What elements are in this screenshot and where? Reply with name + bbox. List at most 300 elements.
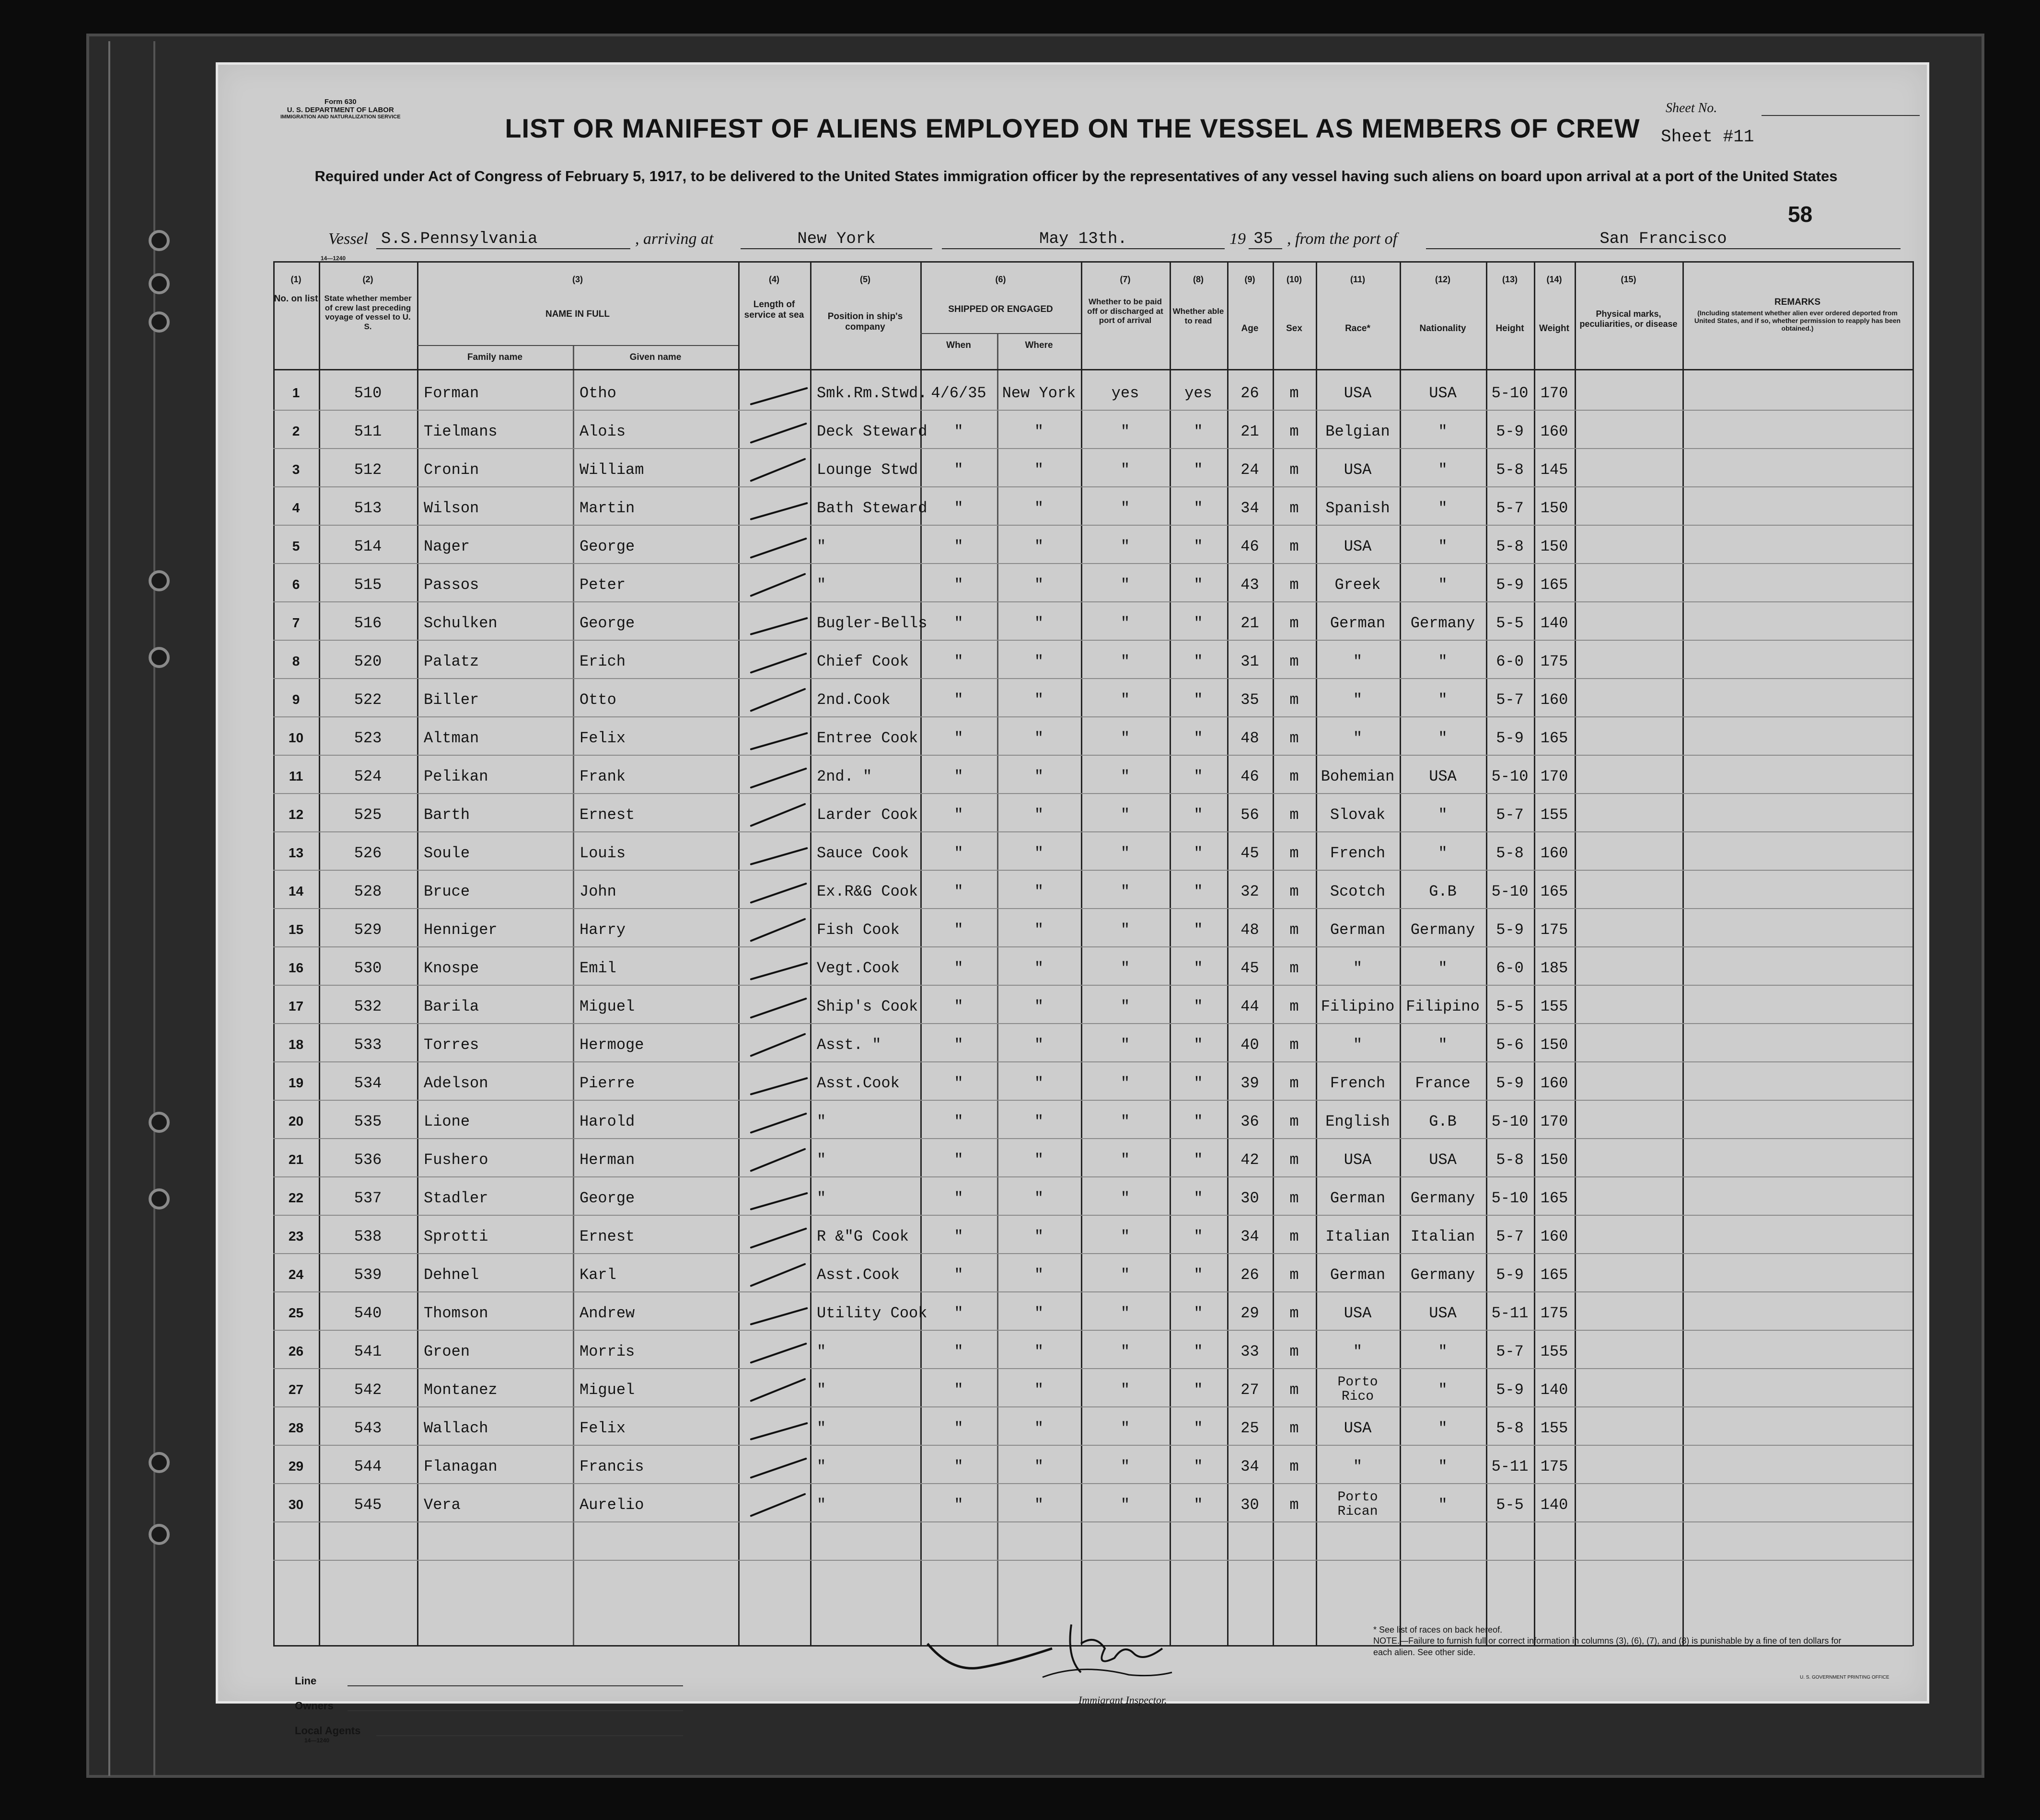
family-name-cell: Pelikan: [424, 767, 488, 785]
paid-off-cell: ": [1120, 882, 1130, 900]
shipped-when-cell: ": [954, 691, 963, 709]
check-mark: [750, 803, 806, 827]
paid-off-cell: ": [1120, 652, 1130, 670]
row-number-cell: 2: [292, 424, 300, 438]
family-name-cell: Fushero: [424, 1151, 488, 1169]
given-name-cell: Martin: [580, 499, 635, 517]
race-cell: USA: [1344, 384, 1372, 402]
shipped-where-cell: ": [1034, 422, 1044, 440]
shipped-when-cell: 4/6/35: [931, 384, 986, 402]
arriving-label: , arriving at: [635, 230, 714, 248]
nationality-cell: ": [1438, 959, 1448, 977]
paid-off-cell: ": [1120, 806, 1130, 824]
position-cell: Larder Cook: [817, 806, 918, 824]
prev-voyage-cell: 524: [354, 767, 382, 785]
col-header-remarks: REMARKS: [1774, 297, 1821, 307]
race-cell: USA: [1344, 1419, 1372, 1437]
race-cell: English: [1325, 1112, 1390, 1130]
check-mark: [750, 422, 807, 443]
family-name-cell: Lione: [424, 1112, 470, 1130]
given-name-cell: Miguel: [580, 997, 635, 1015]
weight-cell: 170: [1540, 384, 1568, 402]
family-name-cell: Passos: [424, 576, 479, 594]
race-cell: Slovak: [1330, 806, 1386, 824]
check-mark: [750, 767, 807, 788]
race-cell: Italian: [1325, 1227, 1390, 1245]
nationality-cell: ": [1438, 1419, 1448, 1437]
given-name-cell: Pierre: [580, 1074, 635, 1092]
shipped-where-cell: ": [1034, 1112, 1044, 1130]
position-cell: ": [817, 1342, 826, 1360]
shipped-when-cell: ": [954, 959, 963, 977]
nationality-cell: ": [1438, 1342, 1448, 1360]
race-cell: German: [1330, 1189, 1386, 1207]
agents-label: Local Agents: [295, 1725, 361, 1737]
shipped-when-cell: ": [954, 1419, 963, 1437]
check-mark: [750, 847, 808, 865]
paid-off-cell: ": [1120, 1496, 1130, 1514]
weight-cell: 160: [1540, 1227, 1568, 1245]
weight-cell: 155: [1540, 1419, 1568, 1437]
binder-hole: [149, 311, 170, 333]
nationality-cell: Filipino: [1406, 997, 1480, 1015]
table-row: [273, 412, 1912, 450]
family-name-cell: Cronin: [424, 461, 479, 479]
check-mark: [750, 1192, 808, 1210]
row-number-cell: 5: [292, 539, 300, 553]
age-cell: 21: [1240, 614, 1259, 632]
height-cell: 5-6: [1496, 1036, 1524, 1054]
able-to-read-cell: ": [1194, 1342, 1203, 1360]
given-name-cell: George: [580, 537, 635, 555]
row-number-cell: 6: [292, 577, 300, 592]
table-row: [273, 1217, 1912, 1256]
prev-voyage-cell: 532: [354, 997, 382, 1015]
race-cell: Belgian: [1325, 422, 1390, 440]
sex-cell: m: [1289, 691, 1299, 709]
race-cell: ": [1353, 1036, 1363, 1054]
shipped-when-cell: ": [954, 1189, 963, 1207]
col-header-race: Race*: [1345, 323, 1370, 334]
row-number-cell: 23: [288, 1229, 304, 1244]
weight-cell: 175: [1540, 652, 1568, 670]
age-cell: 43: [1240, 576, 1259, 594]
position-cell: Fish Cook: [817, 921, 900, 939]
age-cell: 39: [1240, 1074, 1259, 1092]
height-cell: 5-8: [1496, 844, 1524, 862]
race-cell: Greek: [1334, 576, 1381, 594]
binder-hole: [149, 570, 170, 591]
height-cell: 5-5: [1496, 1496, 1524, 1514]
row-number-cell: 15: [288, 922, 304, 937]
family-name-cell: Henniger: [424, 921, 498, 939]
prev-voyage-cell: 525: [354, 806, 382, 824]
position-cell: ": [817, 1457, 826, 1475]
binder-hole: [149, 1188, 170, 1209]
nationality-cell: ": [1438, 844, 1448, 862]
nationality-cell: ": [1438, 537, 1448, 555]
race-cell: Scotch: [1330, 882, 1386, 900]
row-number-cell: 13: [288, 845, 304, 860]
age-cell: 25: [1240, 1419, 1259, 1437]
shipped-where-cell: ": [1034, 1419, 1044, 1437]
grid-row-line: [273, 1560, 1912, 1561]
shipped-when-cell: ": [954, 614, 963, 632]
paid-off-cell: ": [1120, 1342, 1130, 1360]
nationality-cell: France: [1415, 1074, 1471, 1092]
age-cell: 21: [1240, 422, 1259, 440]
nationality-cell: USA: [1429, 1151, 1457, 1169]
voyage-line: [328, 230, 1910, 254]
check-mark: [750, 1227, 807, 1248]
prev-voyage-cell: 542: [354, 1381, 382, 1399]
family-name-cell: Groen: [424, 1342, 470, 1360]
from-label: , from the port of: [1287, 230, 1398, 248]
able-to-read-cell: ": [1194, 844, 1203, 862]
prev-voyage-cell: 510: [354, 384, 382, 402]
shipped-where-cell: ": [1034, 1074, 1044, 1092]
check-mark: [750, 918, 806, 942]
shipped-when-cell: ": [954, 844, 963, 862]
able-to-read-cell: ": [1194, 1381, 1203, 1399]
sex-cell: m: [1289, 614, 1299, 632]
sex-cell: m: [1289, 499, 1299, 517]
row-number-cell: 26: [288, 1344, 304, 1359]
row-number-cell: 9: [292, 692, 300, 707]
family-name-cell: Sprotti: [424, 1227, 488, 1245]
given-name-cell: Emil: [580, 959, 616, 977]
nationality-cell: Italian: [1410, 1227, 1475, 1245]
sex-cell: m: [1289, 576, 1299, 594]
weight-cell: 165: [1540, 729, 1568, 747]
check-mark: [750, 997, 807, 1018]
binder-hole: [149, 273, 170, 294]
prev-voyage-cell: 540: [354, 1304, 382, 1322]
row-number-cell: 28: [288, 1420, 304, 1435]
family-name-cell: Altman: [424, 729, 479, 747]
height-cell: 5-7: [1496, 1342, 1524, 1360]
row-number-cell: 18: [288, 1037, 304, 1052]
line-field: [348, 1685, 683, 1686]
row-number-cell: 20: [288, 1114, 304, 1129]
departure-port: San Francisco: [1426, 230, 1901, 249]
given-name-cell: Erich: [580, 652, 626, 670]
nationality-cell: Germany: [1410, 1189, 1475, 1207]
weight-cell: 150: [1540, 499, 1568, 517]
position-cell: Sauce Cook: [817, 844, 909, 862]
shipped-where-cell: ": [1034, 882, 1044, 900]
col-header-given: Given name: [629, 352, 682, 362]
age-cell: 32: [1240, 882, 1259, 900]
sex-cell: m: [1289, 1381, 1299, 1399]
weight-cell: 165: [1540, 1189, 1568, 1207]
col-num-10: (10): [1286, 275, 1302, 284]
given-name-cell: Felix: [580, 729, 626, 747]
nationality-cell: ": [1438, 729, 1448, 747]
nationality-cell: ": [1438, 652, 1448, 670]
given-name-cell: Felix: [580, 1419, 626, 1437]
position-cell: ": [817, 1381, 826, 1399]
paid-off-cell: ": [1120, 461, 1130, 479]
check-mark: [750, 1342, 807, 1363]
table-row: [273, 489, 1912, 527]
given-name-cell: Andrew: [580, 1304, 635, 1322]
sex-cell: m: [1289, 652, 1299, 670]
prev-voyage-cell: 529: [354, 921, 382, 939]
col-num-15: (15): [1621, 275, 1636, 284]
shipped-where-cell: ": [1034, 499, 1044, 517]
weight-cell: 150: [1540, 537, 1568, 555]
shipped-when-cell: ": [954, 1151, 963, 1169]
paid-off-cell: ": [1120, 1381, 1130, 1399]
nationality-cell: ": [1438, 806, 1448, 824]
weight-cell: 160: [1540, 422, 1568, 440]
given-name-cell: William: [580, 461, 644, 479]
age-cell: 35: [1240, 691, 1259, 709]
family-name-cell: Adelson: [424, 1074, 488, 1092]
col-num-1: (1): [290, 275, 301, 284]
page-number: 58: [1788, 202, 1813, 227]
col-num-7: (7): [1120, 275, 1131, 284]
table-row: [273, 527, 1912, 565]
prev-voyage-cell: 535: [354, 1112, 382, 1130]
table-row: [273, 680, 1912, 719]
race-cell: Bohemian: [1321, 767, 1395, 785]
age-cell: 46: [1240, 537, 1259, 555]
given-name-cell: Ernest: [580, 806, 635, 824]
vessel-name: S.S.Pennsylvania: [376, 230, 630, 249]
height-cell: 5-9: [1496, 1074, 1524, 1092]
prev-voyage-cell: 528: [354, 882, 382, 900]
shipped-where-cell: ": [1034, 614, 1044, 632]
check-mark: [750, 573, 806, 597]
sex-cell: m: [1289, 921, 1299, 939]
paid-off-cell: ": [1120, 1189, 1130, 1207]
table-row: [273, 795, 1912, 834]
given-name-cell: Francis: [580, 1457, 644, 1475]
header-code: 14—1240: [320, 255, 346, 262]
sex-cell: m: [1289, 1457, 1299, 1475]
col-num-8: (8): [1193, 275, 1204, 284]
form-number: Form 630: [324, 98, 357, 106]
age-cell: 36: [1240, 1112, 1259, 1130]
arrival-port: New York: [741, 230, 932, 249]
check-mark: [750, 502, 808, 520]
height-cell: 5-10: [1491, 1112, 1529, 1130]
able-to-read-cell: ": [1194, 959, 1203, 977]
height-cell: 5-8: [1496, 1151, 1524, 1169]
race-cell: Spanish: [1325, 499, 1390, 517]
position-cell: ": [817, 576, 826, 594]
age-cell: 26: [1240, 384, 1259, 402]
able-to-read-cell: ": [1194, 1457, 1203, 1475]
row-number-cell: 10: [288, 730, 304, 745]
shipped-where-cell: ": [1034, 1304, 1044, 1322]
page-subtitle: Required under Act of Congress of February 5, 1917, to be delivered to the United States immigration officer by the representatives of any vessel having such aliens on board upon arrival at a port of the United States: [314, 168, 1838, 184]
family-name-cell: Flanagan: [424, 1457, 498, 1475]
row-number-cell: 8: [292, 654, 300, 668]
shipped-when-cell: ": [954, 1381, 963, 1399]
height-cell: 5-9: [1496, 1381, 1524, 1399]
prev-voyage-cell: 515: [354, 576, 382, 594]
binder-hole: [149, 1524, 170, 1545]
family-name-cell: Knospe: [424, 959, 479, 977]
given-name-cell: Otto: [580, 691, 616, 709]
vessel-label: Vessel: [328, 230, 369, 248]
age-cell: 29: [1240, 1304, 1259, 1322]
year-suffix: 35: [1249, 230, 1282, 249]
row-number-cell: 14: [288, 884, 304, 898]
race-cell: USA: [1344, 537, 1372, 555]
row-number-cell: 1: [292, 385, 300, 400]
col-header-nationality: Nationality: [1419, 323, 1466, 334]
age-cell: 31: [1240, 652, 1259, 670]
shipped-where-cell: ": [1034, 537, 1044, 555]
paid-off-cell: ": [1120, 1304, 1130, 1322]
sex-cell: m: [1289, 767, 1299, 785]
paid-off-cell: ": [1120, 1036, 1130, 1054]
prev-voyage-cell: 545: [354, 1496, 382, 1514]
able-to-read-cell: ": [1194, 1189, 1203, 1207]
sex-cell: m: [1289, 729, 1299, 747]
height-cell: 5-7: [1496, 806, 1524, 824]
check-mark: [750, 882, 807, 903]
sex-cell: m: [1289, 1496, 1299, 1514]
manifest-table: [273, 255, 1912, 1646]
nationality-cell: ": [1438, 422, 1448, 440]
table-row: [273, 987, 1912, 1025]
position-cell: 2nd. ": [817, 767, 872, 785]
height-cell: 5-7: [1496, 499, 1524, 517]
weight-cell: 175: [1540, 1457, 1568, 1475]
shipped-when-cell: ": [954, 1266, 963, 1284]
given-name-cell: Louis: [580, 844, 626, 862]
col-header-position: Position in ship's company: [827, 311, 903, 332]
shipped-where-cell: ": [1034, 767, 1044, 785]
col-header-paid-off: Whether to be paid off or discharged at port of arrival: [1087, 297, 1163, 325]
col-header-sex: Sex: [1286, 323, 1302, 334]
row-number-cell: 25: [288, 1305, 304, 1320]
shipped-when-cell: ": [954, 537, 963, 555]
col-header-service: Length of service at sea: [744, 299, 804, 320]
shipped-when-cell: ": [954, 729, 963, 747]
family-name-cell: Bruce: [424, 882, 470, 900]
table-row: [273, 604, 1912, 642]
check-mark: [750, 1112, 807, 1133]
able-to-read-cell: ": [1194, 537, 1203, 555]
weight-cell: 140: [1540, 1496, 1568, 1514]
sex-cell: m: [1289, 959, 1299, 977]
family-name-cell: Biller: [424, 691, 479, 709]
race-cell: Filipino: [1321, 997, 1395, 1015]
shipped-where-cell: ": [1034, 1266, 1044, 1284]
paid-off-cell: ": [1120, 1074, 1130, 1092]
weight-cell: 140: [1540, 614, 1568, 632]
row-number-cell: 21: [288, 1152, 304, 1167]
family-name-cell: Vera: [424, 1496, 461, 1514]
race-cell: ": [1353, 652, 1363, 670]
check-mark: [750, 617, 808, 635]
height-cell: 5-5: [1496, 997, 1524, 1015]
weight-cell: 160: [1540, 844, 1568, 862]
shipped-when-cell: ": [954, 461, 963, 479]
position-cell: ": [817, 1151, 826, 1169]
age-cell: 33: [1240, 1342, 1259, 1360]
sex-cell: m: [1289, 1227, 1299, 1245]
able-to-read-cell: ": [1194, 691, 1203, 709]
weight-cell: 155: [1540, 1342, 1568, 1360]
prev-voyage-cell: 544: [354, 1457, 382, 1475]
able-to-read-cell: ": [1194, 614, 1203, 632]
agents-code: 14—1240: [304, 1737, 330, 1744]
age-cell: 34: [1240, 1227, 1259, 1245]
col-header-name: NAME IN FULL: [545, 309, 610, 319]
position-cell: 2nd.Cook: [817, 691, 891, 709]
race-cell: French: [1330, 844, 1386, 862]
shipped-when-cell: ": [954, 499, 963, 517]
weight-cell: 175: [1540, 921, 1568, 939]
check-mark: [750, 1307, 808, 1325]
age-cell: 27: [1240, 1381, 1259, 1399]
prev-voyage-cell: 522: [354, 691, 382, 709]
given-name-cell: George: [580, 1189, 635, 1207]
race-cell: USA: [1344, 1304, 1372, 1322]
table-row: [273, 1025, 1912, 1064]
able-to-read-cell: ": [1194, 422, 1203, 440]
inspector-label: Immigrant Inspector.: [1078, 1694, 1167, 1706]
col-num-5: (5): [860, 275, 870, 284]
note-fine: NOTE.—Failure to furnish full or correct information in columns (3), (6), (7), and (8) is punishable by a fine of ten dollars for each alien. See other side.: [1373, 1636, 1842, 1657]
table-row: [273, 374, 1912, 412]
prev-voyage-cell: 533: [354, 1036, 382, 1054]
paid-off-cell: ": [1120, 844, 1130, 862]
age-cell: 34: [1240, 1457, 1259, 1475]
shipped-where-cell: ": [1034, 1342, 1044, 1360]
shipped-where-cell: ": [1034, 806, 1044, 824]
arrival-date: May 13th.: [942, 230, 1225, 249]
position-cell: Asst.Cook: [817, 1266, 900, 1284]
paid-off-cell: ": [1120, 1112, 1130, 1130]
prev-voyage-cell: 512: [354, 461, 382, 479]
table-row: [273, 834, 1912, 872]
sex-cell: m: [1289, 1266, 1299, 1284]
check-mark: [750, 1378, 806, 1402]
race-cell: German: [1330, 921, 1386, 939]
prev-voyage-cell: 514: [354, 537, 382, 555]
weight-cell: 140: [1540, 1381, 1568, 1399]
position-cell: Ex.R&G Cook: [817, 882, 918, 900]
position-cell: R &"G Cook: [817, 1227, 909, 1245]
col-num-6: (6): [995, 275, 1006, 284]
weight-cell: 150: [1540, 1036, 1568, 1054]
prev-voyage-cell: 543: [354, 1419, 382, 1437]
note-races: * See list of races on back hereof.: [1373, 1625, 1503, 1635]
table-row: [273, 949, 1912, 987]
able-to-read-cell: ": [1194, 1112, 1203, 1130]
age-cell: 48: [1240, 921, 1259, 939]
row-number-cell: 4: [292, 500, 300, 515]
able-to-read-cell: yes: [1184, 384, 1212, 402]
col-num-4: (4): [769, 275, 779, 284]
position-cell: Bath Steward: [817, 499, 927, 517]
col-num-13: (13): [1502, 275, 1518, 284]
table-row: [273, 1064, 1912, 1102]
page-title: LIST OR MANIFEST OF ALIENS EMPLOYED ON THE VESSEL AS MEMBERS OF CREW: [505, 113, 1640, 143]
sex-cell: m: [1289, 1419, 1299, 1437]
position-cell: Entree Cook: [817, 729, 918, 747]
manifest-sheet: [216, 62, 1929, 1744]
table-row: [273, 1179, 1912, 1217]
